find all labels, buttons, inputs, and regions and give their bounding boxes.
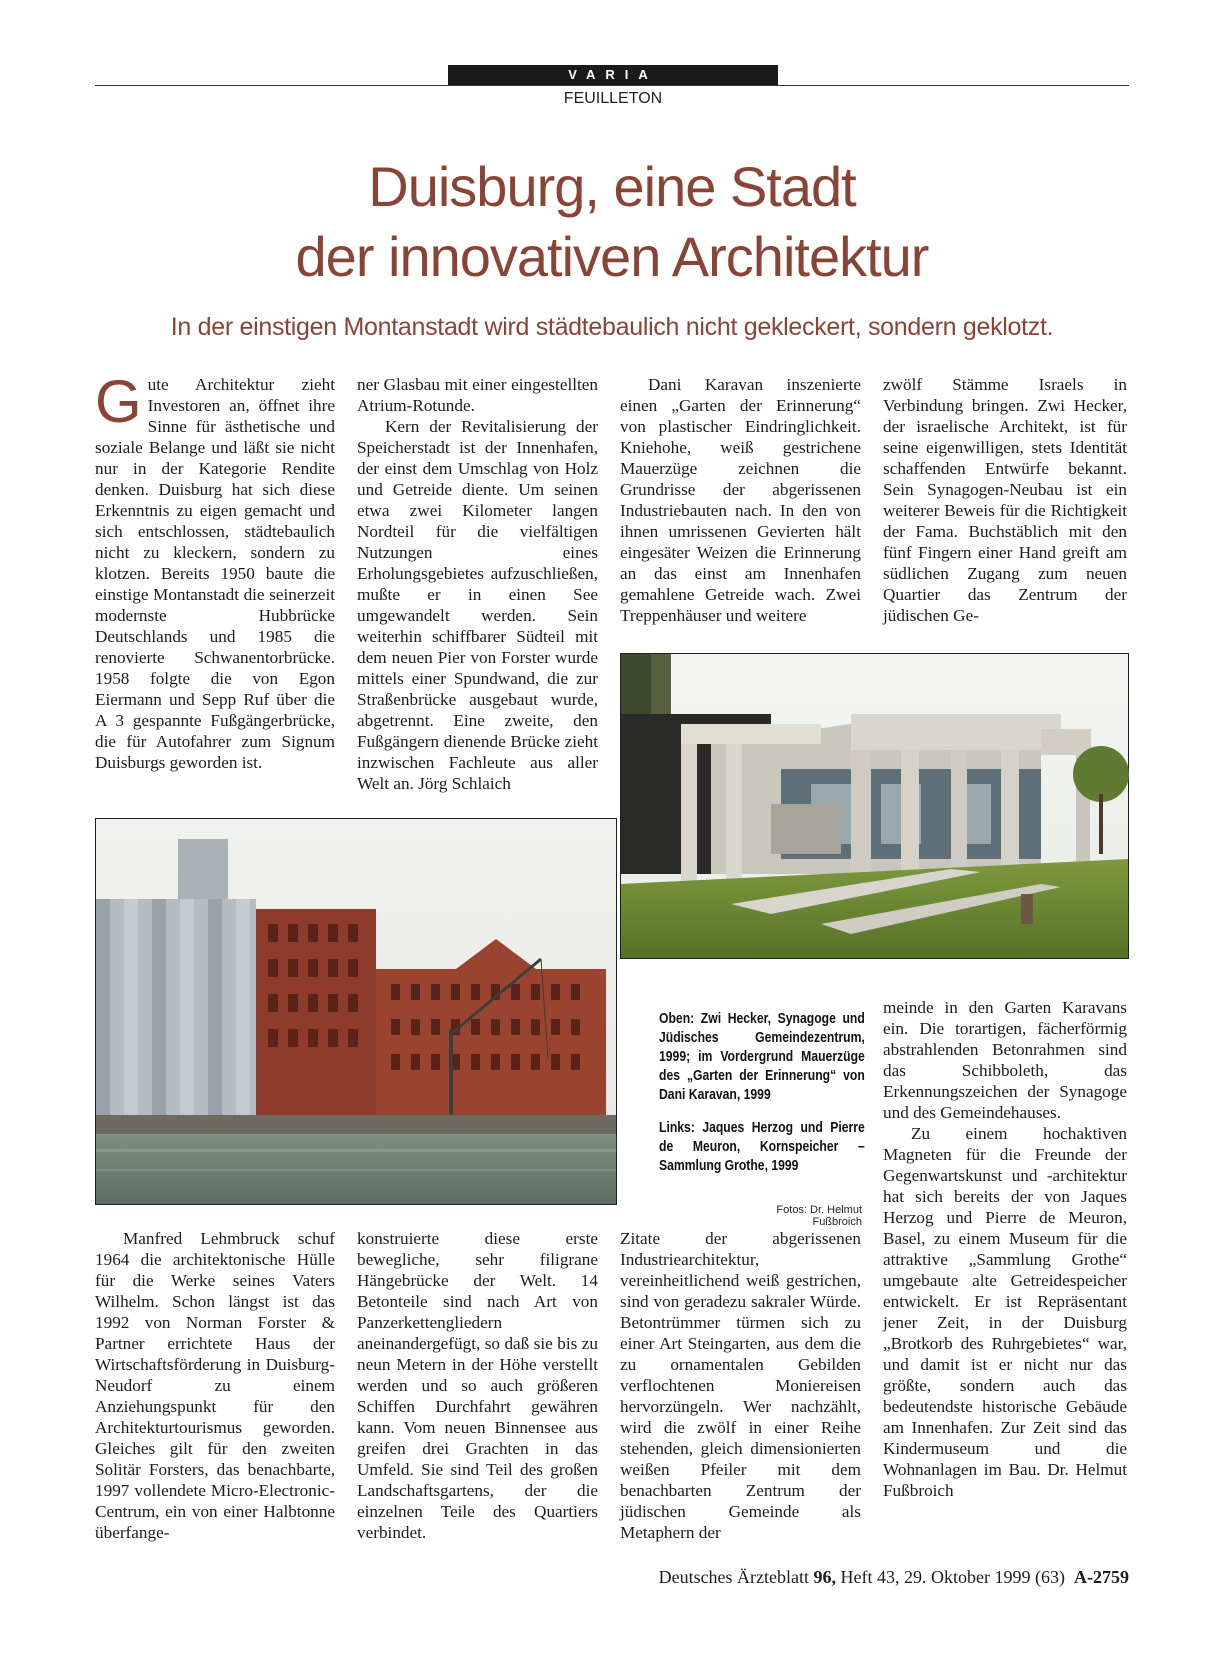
drop-cap: G — [95, 368, 142, 435]
journal-issue: Heft 43, 29. Oktober 1999 (63) — [840, 1567, 1065, 1587]
paragraph: konstruierte diese erste bewegliche, sehr filigrane Hängebrücke der Welt. 14 Betonteile sind nach Art von Panzerkettengliedern aneinandergefügt, so daß sie bis zu neun Metern in der Höhe verstellt werden und so auch größeren Schiffen Durchfahrt gewähren kann. Vom neuen Binnensee aus greifen drei Grachten in das Umfeld. Sie sind Teil des großen Landschaftsgartens, der die einzelnen Teile des Quartiers verbindet. — [357, 1229, 598, 1542]
paragraph: ner Glasbau mit einer eingestellten Atrium-Rotunde. — [357, 375, 598, 415]
column-4-bottom — [883, 997, 1127, 1517]
column-4-top — [883, 374, 1127, 644]
paragraph: Zitate der abgerissenen Industriearchitektur, vereinheitlichend weiß gestrichen, sind von geradezu sakraler Würde. Betontrümmer türmen sich zu einer Art Steingarten, aus dem die zu ornamentalen Gebilden verflochtenen Moniereisen hervorzüngeln. Wer nachzählt, wird die zwölf in einer Reihe stehenden, gleich dimensionierten weißen Pfeiler mit dem benachbarten Zentrum der jüdischen Gemeinde als Metaphern der — [620, 1229, 861, 1542]
photo-granary — [95, 818, 617, 1205]
column-1-bottom — [95, 1228, 335, 1542]
section-label: VARIA — [448, 65, 778, 85]
journal-volume: 96, — [813, 1567, 837, 1587]
journal-name: Deutsches Ärzteblatt — [658, 1567, 810, 1587]
column-2-bottom — [357, 1228, 598, 1542]
article-title — [95, 152, 1129, 292]
column-3-bottom — [620, 1228, 861, 1542]
synagogue-image — [621, 654, 1128, 958]
column-2-top — [357, 374, 598, 794]
title-line-1: Duisburg, eine Stadt — [368, 155, 856, 218]
paragraph: Manfred Lehmbruck schuf 1964 die architektonische Hülle für die Werke seines Vaters Wilhelm. Schon längst ist das 1992 von Norman Forster & Partner errichtete Haus der Wirtschaftsförderung in Duisburg-Neudorf zu einem Anziehungspunkt für den Architekturtourismus geworden. Gleiches gilt für den zweiten Solitär Forsters, das benachbarte, 1997 vollendete Micro-Electronic-Centrum, ein von einer Halbtonne überfange- — [95, 1229, 335, 1542]
page-footer — [659, 1567, 1129, 1588]
article-subtitle: In der einstigen Montanstadt wird städtebaulich nicht gekleckert, sondern geklotzt. — [170, 313, 1054, 341]
paragraph: Kern der Revitalisierung der Speicherstadt ist der Innenhafen, der einst dem Umschlag von Holz und Getreide diente. Um seinen etwa zwei Kilometer langen Nordteil für die vielfältigen Nutzungen eines Erholungsgebietes aufzuschließen, mußte er in einen See umgewandelt werden. Sein weiterhin schiffbarer Südteil mit dem neuen Pier von Forster wurde mittels einer Spundwand, die zur Straßenbrücke ausgebaut wurde, abgetrennt. Eine zweite, den Fußgängern dienende Brücke zieht inzwischen Fachleute aus aller Welt an. Jörg Schlaich — [357, 417, 598, 793]
photo-credit: Fotos: Dr. Helmut Fußbroich — [776, 1204, 862, 1228]
paragraph: Zu einem hochaktiven Magneten für die Freunde der Gegenwartskunst und -architektur hat sich bereits der von Jaques Herzog und Pierre de Meuron, Basel, zu einem Museum für die attraktive „Sammlung Grothe“ umgebaute alte Getreidespeicher entwickelt. Er ist Repräsentant jener Zeit, in der Duisburg „Brotkorb des Ruhrgebietes“ war, und damit ist er nicht nur das größte, sondern auch das bedeutendste historische Gebäude am Innenhafen. Zur Zeit sind das Kindermuseum und die Wohnanlagen im Bau. Dr. Helmut Fußbroich — [883, 1124, 1127, 1500]
paragraph: meinde in den Garten Karavans ein. Die torartigen, fächerförmig abstrahlenden Betonrahmen sind das Schibboleth, das Erkennungszeichen der Synagoge und des Gemeindehauses. — [883, 998, 1127, 1122]
subsection-label: FEUILLETON — [563, 90, 663, 107]
paragraph: Dani Karavan inszenierte einen „Garten der Erinnerung“ von plastischer Eindringlichkeit. Kniehohe, weiß gestrichene Mauerzüge zeichnen die Grundrisse der abgerissenen Industriebauten nach. In den von ihnen umrissenen Gevierten hält eingesäter Weizen die Erinnerung an das einst am Innenhafen gemahlene Getreide wach. Zwei Treppenhäuser und weitere — [620, 375, 861, 625]
column-3-top — [620, 374, 861, 644]
photo-captions — [659, 1010, 865, 1190]
header-rule — [95, 85, 1129, 86]
photo-synagogue — [620, 653, 1129, 959]
column-1-top — [95, 368, 335, 794]
paragraph: ute Architektur zieht Investoren an, öffnet ihre Sinne für ästhetische und soziale Belange und läßt sie nicht nur in der Kategorie Rendite denken. Duisburg hat sich diese Erkenntnis zu eigen gemacht und sich entschlossen, städtebaulich nicht zu kleckern, sondern zu klotzen. Bereits 1950 baute die einstige Montanstadt die seinerzeit modernste Hubbrücke Deutschlands und 1985 die renovierte Schwanentorbrücke. 1958 folgte die von Egon Eiermann und Sepp Ruf über die A 3 gespannte Fußgängerbrücke, die für Autofahrer zum Signum Duisburgs geworden ist. — [95, 375, 335, 772]
caption-left: Links: Jaques Herzog und Pierre de Meuron, Kornspeicher – Sammlung Grothe, 1999 — [659, 1120, 865, 1174]
paragraph: zwölf Stämme Israels in Verbindung bringen. Zwi Hecker, der israelische Architekt, ist für seine eigenwilligen, stets Identität schaffenden Entwürfe bekannt. Sein Synagogen-Neubau ist ein weiterer Beweis für die Richtigkeit der Fama. Buchstäblich mit den fünf Fingern einer Hand greift am südlichen Zugang zum neuen Quartier das Zentrum der jüdischen Ge- — [883, 375, 1127, 625]
granary-image — [96, 819, 616, 1204]
title-line-2: der innovativen Architektur — [295, 225, 929, 288]
page-number: A-2759 — [1074, 1567, 1129, 1587]
caption-top: Oben: Zwi Hecker, Synagoge und Jüdisches Gemeindezentrum, 1999; im Vordergrund Mauerzüge des „Garten der Erinnerung“ von Dani Karavan, 1999 — [659, 1011, 865, 1103]
